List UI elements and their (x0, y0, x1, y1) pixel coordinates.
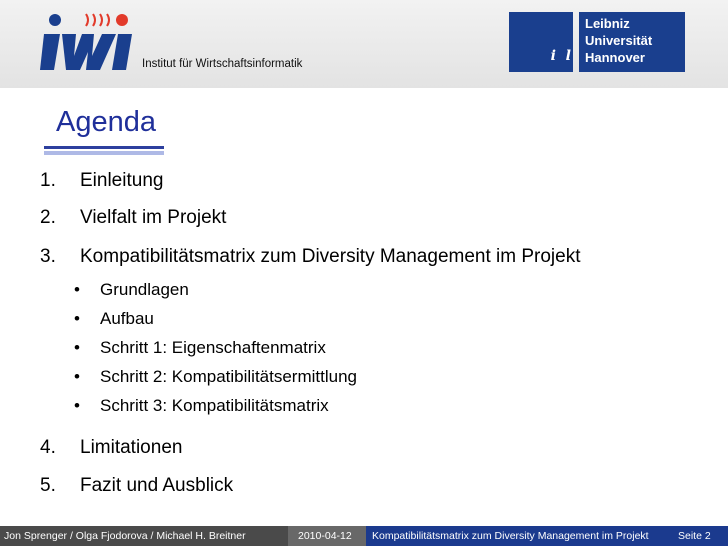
bullet-icon: • (74, 309, 80, 328)
slide-footer (0, 526, 728, 546)
agenda-subitem-label: Schritt 3: Kompatibilitätsmatrix (100, 396, 329, 415)
slide-title: Agenda (56, 106, 156, 138)
agenda-subitem-label: Schritt 2: Kompatibilitätsermittlung (100, 367, 357, 386)
agenda-subitem (74, 396, 329, 416)
iwi-logo (40, 8, 132, 76)
footer-page-number: Seite 2 (678, 530, 711, 542)
bullet-icon: • (74, 367, 80, 386)
agenda-subitem-label: Aufbau (100, 309, 154, 328)
bullet-icon: • (74, 396, 80, 415)
agenda-subitem (74, 309, 154, 329)
agenda-subitem (74, 338, 326, 358)
agenda-subitem (74, 280, 189, 300)
luh-digit-row: i l (550, 48, 571, 64)
agenda-item-label: Fazit und Ausblick (80, 475, 234, 496)
footer-authors-cell (0, 526, 288, 546)
luh-digit-row: l o o 4 (522, 150, 571, 166)
luh-name-block (579, 12, 685, 72)
agenda-item (40, 475, 233, 497)
agenda-subitem (74, 367, 357, 387)
agenda-item (40, 437, 182, 459)
agenda-item-label: Limitationen (80, 437, 183, 458)
footer-title: Kompatibilitätsmatrix zum Diversity Management im Projekt (372, 530, 649, 542)
footer-date-cell (288, 526, 366, 546)
agenda-item (40, 207, 226, 229)
agenda-item-label: Kompatibilitätsmatrix zum Diversity Management im Projekt (80, 246, 581, 267)
agenda-item-number: 1. (40, 170, 56, 191)
footer-date: 2010-04-12 (298, 530, 352, 542)
title-underline-shadow (44, 151, 164, 155)
institute-name: Institut für Wirtschaftsinformatik (142, 58, 303, 70)
footer-title-cell (366, 526, 666, 546)
agenda-item-label: Vielfalt im Projekt (80, 207, 227, 228)
luh-logo (509, 12, 685, 166)
agenda-subitem-label: Grundlagen (100, 280, 189, 299)
agenda-item-number: 3. (40, 246, 56, 267)
luh-name-line: Leibniz (585, 16, 630, 31)
agenda-item (40, 246, 581, 268)
agenda-subitem-label: Schritt 1: Eigenschaftenmatrix (100, 338, 326, 357)
luh-digit-block (509, 12, 573, 166)
footer-page-cell (666, 526, 728, 546)
agenda-item-label: Einleitung (80, 170, 164, 191)
agenda-item-number: 2. (40, 207, 56, 228)
bullet-icon: • (74, 338, 80, 357)
agenda-item-number: 5. (40, 475, 56, 496)
bullet-icon: • (74, 280, 80, 299)
luh-name-line: Universität (585, 33, 653, 48)
agenda-item (40, 170, 163, 192)
title-underline (44, 146, 164, 149)
agenda-item-number: 4. (40, 437, 56, 458)
luh-name-line: Hannover (585, 50, 645, 65)
footer-authors: Jon Sprenger / Olga Fjodorova / Michael H. Breitner (4, 530, 246, 542)
luh-digit-row: l o 2 (536, 99, 571, 115)
